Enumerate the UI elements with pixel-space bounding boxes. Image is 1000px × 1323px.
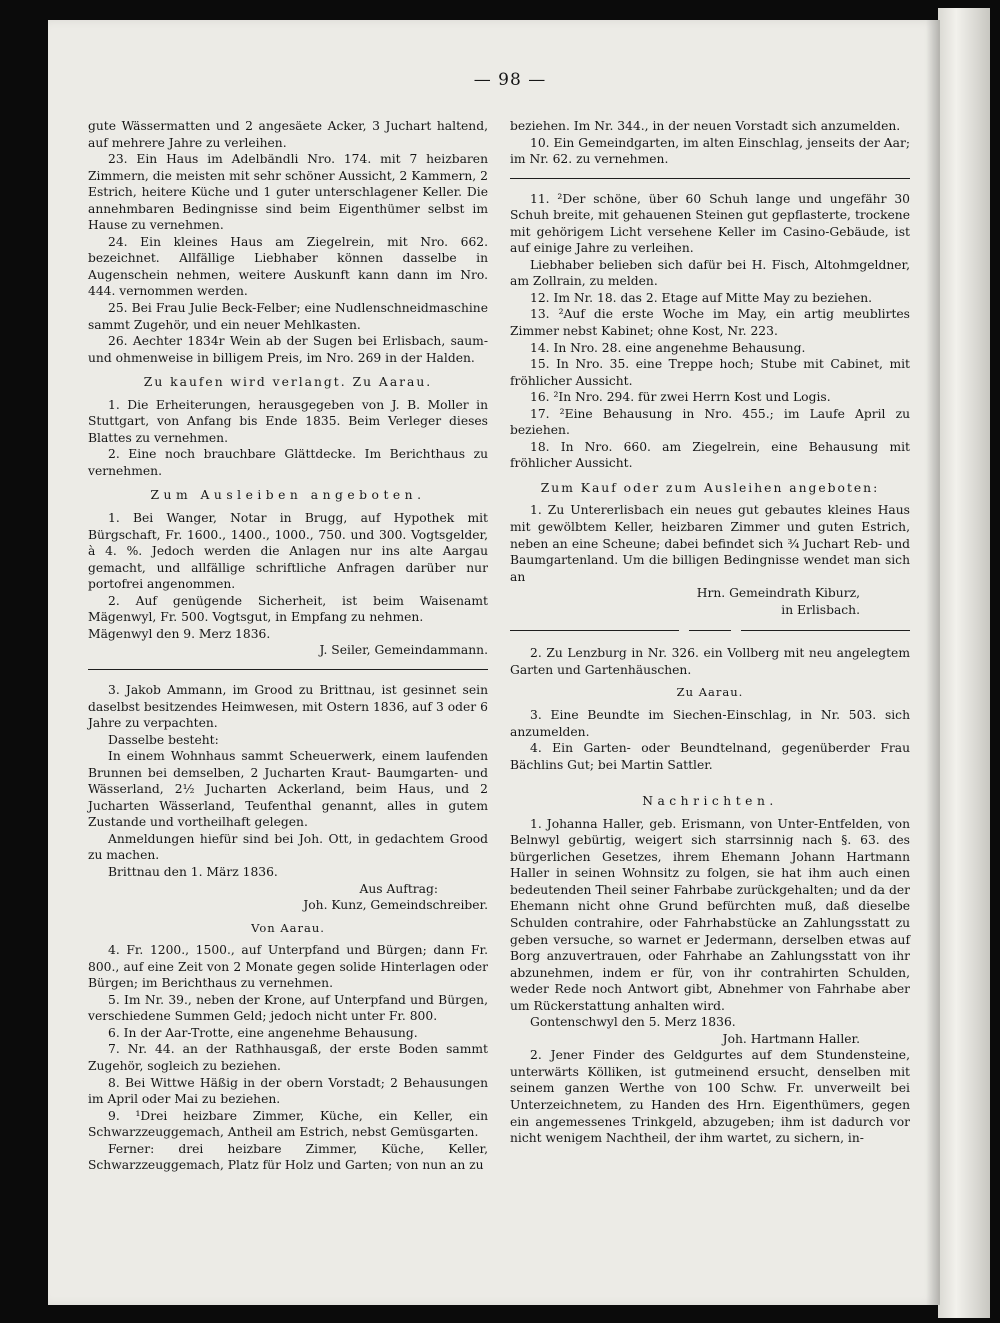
section-heading-aarau: Von Aarau.	[251, 920, 325, 935]
signature-commission: Aus Auftrag:	[359, 881, 438, 896]
offer-11-contact: Liebhaber belieben sich dafür bei H. Fisch, Altohmgeldner, am Zollrain, zu melden.	[510, 257, 910, 289]
wanted-1: 1. Die Erheiterungen, herausgegeben von J. B. Moller in Stuttgart, von Anfang bis Ende 1835. Beim Verleger dieses Blattes zu vernehmen.	[88, 397, 488, 445]
page-number: — 98 —	[473, 70, 547, 90]
sale-2: 2. Zu Lenzburg in Nr. 326. ein Vollberg mit neu angelegtem Garten und Gartenhäuschen.	[510, 646, 910, 677]
ad-23: 23. Ein Haus im Adelbändli Nro. 174. mit 7 heizbaren Zimmern, die meisten mit sehr schöner Aussicht, 2 Kammern, 2 Estrich, heitere Küche und 1 guter unterschlagener Keller. Die annehmbaren Bedingnisse sind beim Eigenthümer selbst im Hause zu vernehmen.	[88, 152, 488, 233]
column-rule	[88, 669, 488, 670]
ad-26: 26. Aechter 1834r Wein ab der Sugen bei Erlisbach, saum- und ohmenweise in billigem Preis, im Nro. 269 in der Halden.	[88, 334, 488, 365]
section-heading-wanted: Zu kaufen wird verlangt. Zu Aarau.	[143, 375, 433, 390]
offer-continued: beziehen. Im Nr. 344., in der neuen Vorstadt sich anzumelden.	[510, 119, 901, 133]
news-1: 1. Johanna Haller, geb. Erismann, von Unter-Entfelden, von Belnwyl gebürtig, weigert sich starrsinnig nach §. 63. des bürgerlichen Gesetzes, ihrem Ehemann Johann Hartmann Haller in seinen Wohnsitz zu folgen, sie hat ihm auch einen bedeutenden Theil seiner Fahrbabe zurückgehalten; und da der Ehemann nicht ohne Grund befürchten muß, daß dieselbe Schulden contrahire, oder Fahrhabstücke an Zahlungsstatt zu geben versuche, so warnet er Jedermann, derselben etwas auf Borg anzuvertrauen, oder Fahrhabe an Zahlungsstatt von ihr abzunehmen, indem er für, von ihr contrahirten Schulden, weder Rede noch Antwort gibt, Abnehmer von Fahrhabe aber um Rückerstattung anhalten wird.	[510, 816, 910, 1013]
signature-place: in Erlisbach.	[781, 602, 860, 617]
offer-15: 15. In Nro. 35. eine Treppe hoch; Stube mit Cabinet, mit fröhlicher Aussicht.	[510, 357, 910, 388]
offer-4: 4. Fr. 1200., 1500., auf Unterpfand und Bürgen; dann Fr. 800., auf eine Zeit von 2 Monate gegen solide Hinterlagen oder Bürgen; im Berichthaus zu vernehmen.	[88, 943, 488, 991]
column-rule	[510, 178, 910, 179]
signature: Joh. Kunz, Gemeindschreiber.	[303, 898, 488, 913]
dateline: Mägenwyl den 9. Merz 1836.	[88, 626, 271, 641]
offer-6: 6. In der Aar-Trotte, eine angenehme Behausung.	[108, 1025, 418, 1040]
news-2: 2. Jener Finder des Geldgurtes auf dem Stundensteine, unterwärts Kölliken, ist gutmeinend ersucht, denselben mit seinem ganzen Werthe von 100 Schw. Fr. unverweilt bei Unterzeichnetem, zu Handen des Hrn. Eigenthümers, gegen ein angemessenes Trinkgeld, abzugeben; ihm ist dadurch vor nicht wenigem Nachtheil, der ihm wartet, zu sichern, in-	[510, 1048, 910, 1146]
ad-24: 24. Ein kleines Haus am Ziegelrein, mit Nro. 662. bezeichnet. Allfällige Liebhaber können dasselbe in Augenschein nehmen, weitere Auskunft kann dann im Nro. 444. vernommen werden.	[88, 234, 488, 299]
adjacent-page-edge	[938, 8, 990, 1318]
offer-5: 5. Im Nr. 39., neben der Krone, auf Unterpfand und Bürgen, verschiedene Summen Geld; jedoch nicht unter Fr. 800.	[88, 992, 488, 1024]
signature: Joh. Hartmann Haller.	[722, 1031, 860, 1046]
lease-details: In einem Wohnhaus sammt Scheuerwerk, einem laufenden Brunnen bei demselben, 2 Jucharten Kraut- Baumgarten- und Wässerland, 2½ Jucharten Ackerland, beim Haus, und 2 Jucharten Wässerland, Teufenthal genannt, alles in gutem Zustande und vortheilhaft gelegen.	[88, 749, 488, 830]
section-heading-loans: Zum Ausleiben angeboten.	[150, 488, 426, 503]
offer-11: 11. ²Der schöne, über 60 Schuh lange und ungefähr 30 Schuh breite, mit gehauenen Steinen gut gepflasterte, trockene mit gehörigem Licht versehene Keller im Casino-Gebäude, ist auf einige Jahre zu verleihen.	[510, 191, 910, 256]
sale-3: 3. Eine Beundte im Siechen-Einschlag, in Nr. 503. sich anzumelden.	[510, 707, 910, 739]
offer-18: 18. In Nro. 660. am Ziegelrein, eine Behausung mit fröhlicher Aussicht.	[510, 439, 910, 471]
right-column	[510, 118, 910, 1147]
dateline: Gontenschwyl den 5. Merz 1836.	[530, 1015, 736, 1030]
sale-1: 1. Zu Untererlisbach ein neues gut gebautes kleines Haus mit gewölbtem Keller, heizbaren Zimmer und guten Estrich, neben an eine Scheune; dabei befindet sich ¾ Juchart Reb- und Baumgartenland. Um die billigen Bedingnisse wendet man sich an	[510, 503, 910, 584]
left-column	[88, 118, 488, 1174]
lease-3: 3. Jakob Ammann, im Grood zu Brittnau, ist gesinnet sein daselbst besitzendes Heimwesen, mit Ostern 1836, auf 3 oder 6 Jahre zu verpachten.	[88, 682, 488, 731]
offer-9-continued: Ferner: drei heizbare Zimmer, Küche, Keller, Schwarzzeuggemach, Platz für Holz und Garten; von nun an zu	[88, 1141, 488, 1173]
lease-contact: Anmeldungen hiefür sind bei Joh. Ott, in gedachtem Grood zu machen.	[88, 831, 488, 863]
binding-shadow	[926, 20, 940, 1305]
offer-9: 9. ¹Drei heizbare Zimmer, Küche, ein Keller, ein Schwarzzeuggemach, Antheil am Estrich, nebst Gemüsgarten.	[88, 1108, 488, 1140]
dateline: Brittnau den 1. März 1836.	[108, 864, 278, 879]
signature: Hrn. Gemeindrath Kiburz,	[696, 586, 860, 601]
section-heading-sale-or-loan: Zum Kauf oder zum Ausleihen angeboten:	[540, 480, 880, 495]
loan-2: 2. Auf genügende Sicherheit, ist beim Waisenamt Mägenwyl, Fr. 500. Vogtsgut, in Empfang zu nehmen.	[88, 593, 488, 625]
offer-8: 8. Bei Wittwe Häßig in der obern Vorstadt; 2 Behausungen im April oder Mai zu beziehen.	[88, 1075, 488, 1107]
lease-subhead: Dasselbe besteht:	[108, 732, 219, 747]
offer-12: 12. Im Nr. 18. das 2. Etage auf Mitte May zu beziehen.	[530, 290, 873, 305]
column-rule	[510, 630, 910, 631]
ad-fragment: gute Wässermatten und 2 angesäete Acker, 3 Juchart haltend, auf mehrere Jahre zu verleihen.	[88, 119, 488, 150]
offer-10: 10. Ein Gemeindgarten, im alten Einschlag, jenseits der Aar; im Nr. 62. zu vernehmen.	[510, 135, 910, 167]
signature: J. Seiler, Gemeindammann.	[319, 643, 488, 658]
section-heading-aarau: Zu Aarau.	[676, 685, 744, 700]
offer-7: 7. Nr. 44. an der Rathhausgaß, der erste Boden sammt Zugehör, sogleich zu beziehen.	[88, 1042, 488, 1073]
sale-4: 4. Ein Garten- oder Beundtelnand, gegenüberder Frau Bächlins Gut; bei Martin Sattler.	[510, 741, 910, 772]
ad-25: 25. Bei Frau Julie Beck-Felber; eine Nudlenschneidmaschine sammt Zugehör, und ein neuer Mehlkasten.	[88, 301, 488, 332]
section-heading-news: Nachrichten.	[642, 794, 778, 809]
offer-14: 14. In Nro. 28. eine angenehme Behausung.	[530, 340, 806, 355]
loan-1: 1. Bei Wanger, Notar in Brugg, auf Hypothek mit Bürgschaft, Fr. 1600., 1400., 1000., 750. und 300. Vogtsgelder, à 4. %. Jedoch werden die Anlagen nur ins alte Aargau gemacht, und allfällige schriftliche Anfragen darüber nur portofrei angenommen.	[88, 511, 488, 592]
offer-16: 16. ²In Nro. 294. für zwei Herrn Kost und Logis.	[530, 390, 831, 405]
wanted-2: 2. Eine noch brauchbare Glättdecke. Im Berichthaus zu vernehmen.	[88, 447, 488, 478]
offer-17: 17. ²Eine Behausung in Nro. 455.; im Laufe April zu beziehen.	[510, 406, 910, 438]
offer-13: 13. ²Auf die erste Woche im May, ein artig meublirtes Zimmer nebst Kabinet; ohne Kost, Nr. 223.	[510, 307, 910, 339]
